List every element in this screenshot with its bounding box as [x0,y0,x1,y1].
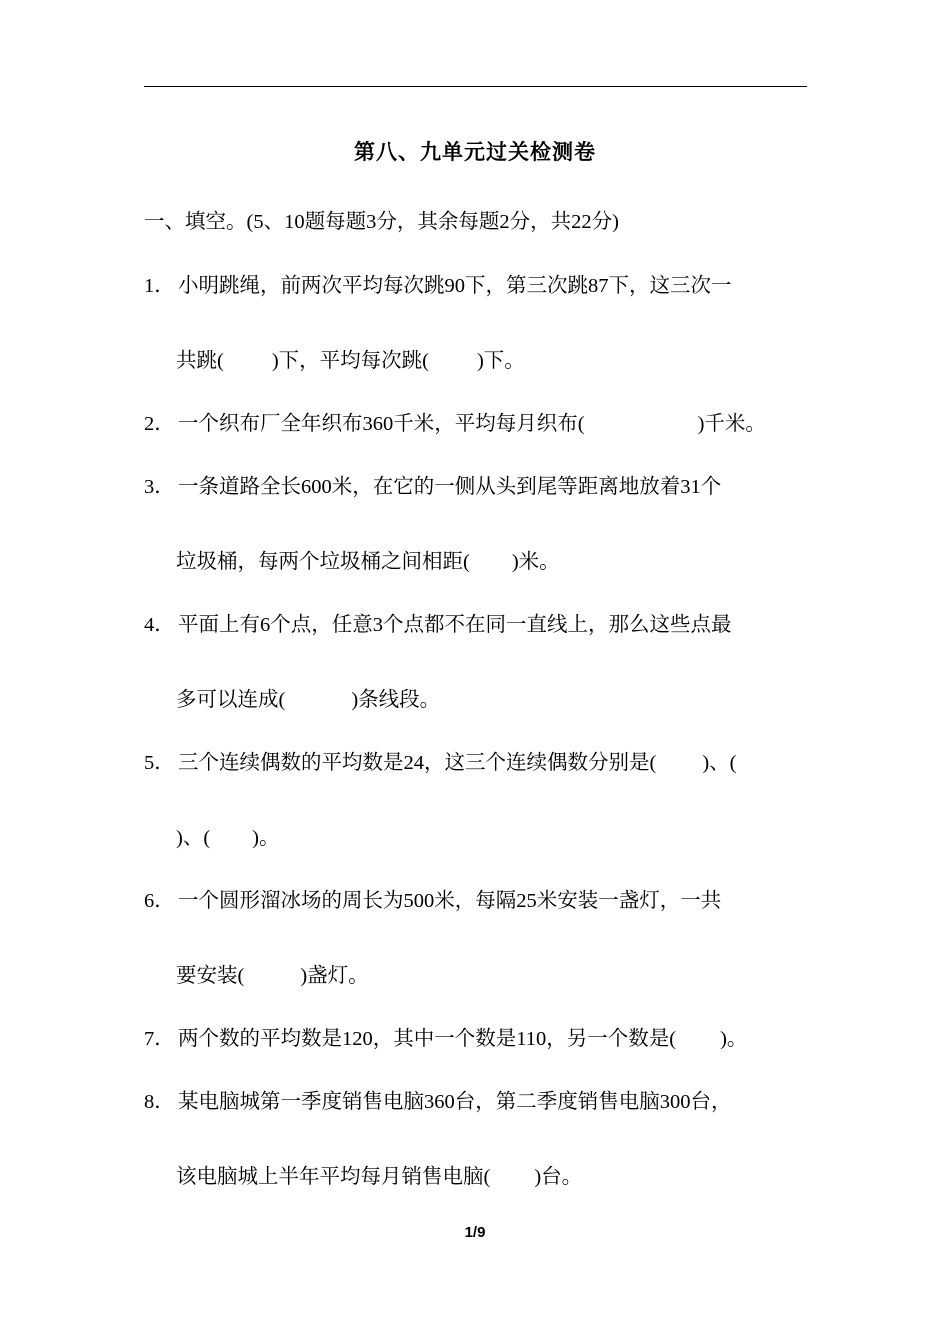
question-8-cont: 该电脑城上半年平均每月销售电脑( )台。 [176,1166,583,1188]
question-8-text: 某电脑城第一季度销售电脑360台，第二季度销售电脑300台， [178,1091,732,1113]
section-heading: 一、填空。(5、10题每题3分，其余每题2分，共22分) [144,211,619,233]
question-3-cont: 垃圾桶，每两个垃圾桶之间相距( )米。 [176,551,560,573]
question-3: 3． 一条道路全长600米，在它的一侧从头到尾等距离地放着31个 [144,476,722,498]
question-5-cont: )、( )。 [176,827,280,849]
question-5: 5． 三个连续偶数的平均数是24，这三个连续偶数分别是( )、( [144,752,737,774]
page-title: 第八、九单元过关检测卷 [354,140,596,164]
question-6-cont: 要安装( )盏灯。 [176,965,369,987]
question-1-text: 小明跳绳，前两次平均每次跳90下，第三次跳87下，这三次一 [178,275,732,297]
question-1-cont: 共跳( )下，平均每次跳( )下。 [176,350,525,372]
question-8: 8． 某电脑城第一季度销售电脑360台，第二季度销售电脑300台， [144,1091,732,1113]
question-6: 6． 一个圆形溜冰场的周长为500米，每隔25米安装一盏灯，一共 [144,890,722,912]
header-rule [144,86,807,87]
question-2: 2． 一个织布厂全年织布360千米，平均每月织布( )千米。 [144,413,766,435]
question-6-text: 一个圆形溜冰场的周长为500米，每隔25米安装一盏灯，一共 [178,890,722,912]
question-1: 1． 小明跳绳，前两次平均每次跳90下，第三次跳87下，这三次一 [144,275,732,297]
question-4-text: 平面上有6个点，任意3个点都不在同一直线上，那么这些点最 [178,614,732,636]
question-4-cont: 多可以连成( )条线段。 [176,689,441,711]
question-7: 7． 两个数的平均数是120，其中一个数是110，另一个数是( )。 [144,1028,748,1050]
question-4: 4． 平面上有6个点，任意3个点都不在同一直线上，那么这些点最 [144,614,732,636]
page-number: 1/9 [464,1224,486,1241]
question-3-text: 一条道路全长600米，在它的一侧从头到尾等距离地放着31个 [178,476,722,498]
